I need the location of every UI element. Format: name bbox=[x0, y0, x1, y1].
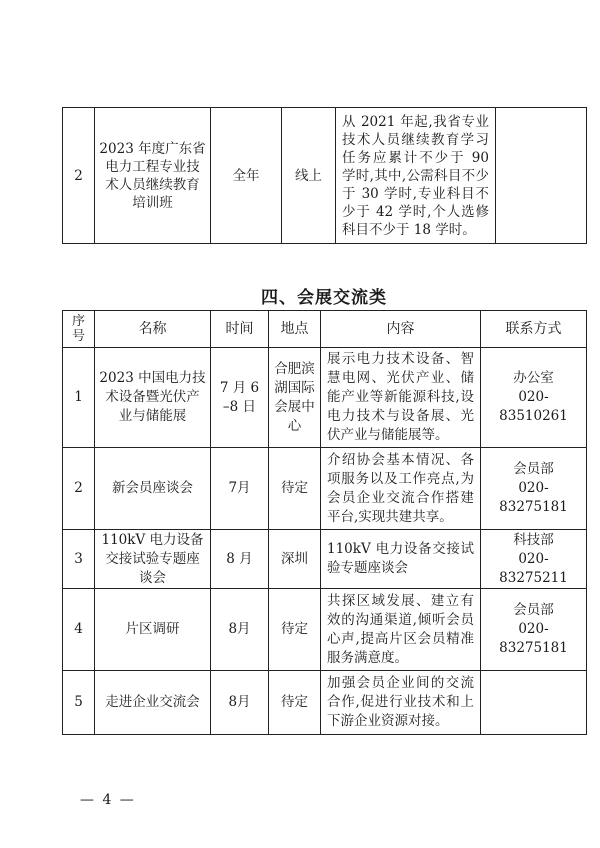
header-seq: 序号 bbox=[63, 311, 95, 348]
contact-phone: 020-83510261 bbox=[499, 389, 568, 424]
name-cell: 2023 年度广东省电力工程专业技术人员继续教育培训班 bbox=[95, 108, 211, 244]
table-row bbox=[63, 589, 587, 671]
contact-cell bbox=[481, 448, 587, 530]
time-cell: 7 月 6 –8 日 bbox=[211, 348, 269, 448]
seq-cell: 3 bbox=[63, 530, 95, 589]
content-cell: 加强会员企业间的交流合作,促进行业技术和上下游企业资源对接。 bbox=[321, 671, 481, 735]
contact-cell bbox=[496, 108, 587, 244]
time-cell: 8 月 bbox=[211, 530, 269, 589]
name-cell: 2023 中国电力技术设备暨光伏产业与储能展 bbox=[95, 348, 211, 448]
place-cell: 待定 bbox=[269, 448, 321, 530]
time-cell: 8月 bbox=[211, 589, 269, 671]
seq-cell: 2 bbox=[63, 448, 95, 530]
table-row bbox=[63, 108, 587, 244]
place-cell: 待定 bbox=[269, 589, 321, 671]
table-row bbox=[63, 348, 587, 448]
name-cell: 片区调研 bbox=[95, 589, 211, 671]
name-cell: 新会员座谈会 bbox=[95, 448, 211, 530]
header-place: 地点 bbox=[269, 311, 321, 348]
contact-phone: 020-83275181 bbox=[499, 480, 568, 515]
contact-cell bbox=[481, 671, 587, 735]
content-cell: 展示电力技术设备、智慧电网、光伏产业、储能产业等新能源科技,设电力技术与设备展、光伏产业与储能展等。 bbox=[321, 348, 481, 448]
section-title: 四、会展交流类 bbox=[261, 288, 387, 308]
contact-cell bbox=[481, 530, 587, 589]
contact-phone: 020-83275211 bbox=[499, 550, 568, 586]
place-cell: 待定 bbox=[269, 671, 321, 735]
content-cell: 共探区域发展、建立有效的沟通渠道,倾听会员心声,提高片区会员精准服务满意度。 bbox=[321, 589, 481, 671]
name-cell: 走进企业交流会 bbox=[95, 671, 211, 735]
contact-cell bbox=[481, 348, 587, 448]
contact-dept: 会员部 bbox=[513, 602, 554, 618]
time-cell: 8月 bbox=[211, 671, 269, 735]
contact-cell bbox=[481, 589, 587, 671]
header-content: 内容 bbox=[321, 311, 481, 348]
table-row bbox=[63, 530, 587, 589]
time-cell: 全年 bbox=[211, 108, 282, 244]
table-row bbox=[63, 671, 587, 735]
contact-dept: 会员部 bbox=[513, 461, 554, 477]
page-number: — 4 — bbox=[80, 792, 136, 808]
seq-cell: 5 bbox=[63, 671, 95, 735]
table-row bbox=[63, 448, 587, 530]
table-header-row bbox=[63, 311, 587, 348]
header-time: 时间 bbox=[211, 311, 269, 348]
contact-dept: 科技部 bbox=[513, 531, 554, 548]
content-cell: 从 2021 年起,我省专业技术人员继续教育学习任务应累计不少于 90 学时,其中,公需科目不少于 30 学时,专业科目不少于 42 学时,个人选修科目不少于 18 学时。 bbox=[336, 108, 496, 244]
place-cell: 合肥滨湖国际会展中心 bbox=[269, 348, 321, 448]
seq-cell: 2 bbox=[63, 108, 95, 244]
content-cell: 110kV 电力设备交接试验专题座谈会 bbox=[321, 530, 481, 589]
seq-cell: 4 bbox=[63, 589, 95, 671]
content-cell: 介绍协会基本情况、各项服务以及工作亮点,为会员企业交流合作搭建平台,实现共建共享。 bbox=[321, 448, 481, 530]
name-cell: 110kV 电力设备交接试验专题座谈会 bbox=[95, 530, 211, 589]
place-cell: 线上 bbox=[282, 108, 336, 244]
continued-training-table bbox=[62, 107, 587, 244]
exhibition-exchange-table bbox=[62, 310, 587, 735]
contact-phone: 020-83275181 bbox=[499, 621, 568, 656]
header-name: 名称 bbox=[95, 311, 211, 348]
time-cell: 7月 bbox=[211, 448, 269, 530]
header-contact: 联系方式 bbox=[481, 311, 587, 348]
contact-dept: 办公室 bbox=[513, 370, 554, 386]
place-cell: 深圳 bbox=[269, 530, 321, 589]
seq-cell: 1 bbox=[63, 348, 95, 448]
